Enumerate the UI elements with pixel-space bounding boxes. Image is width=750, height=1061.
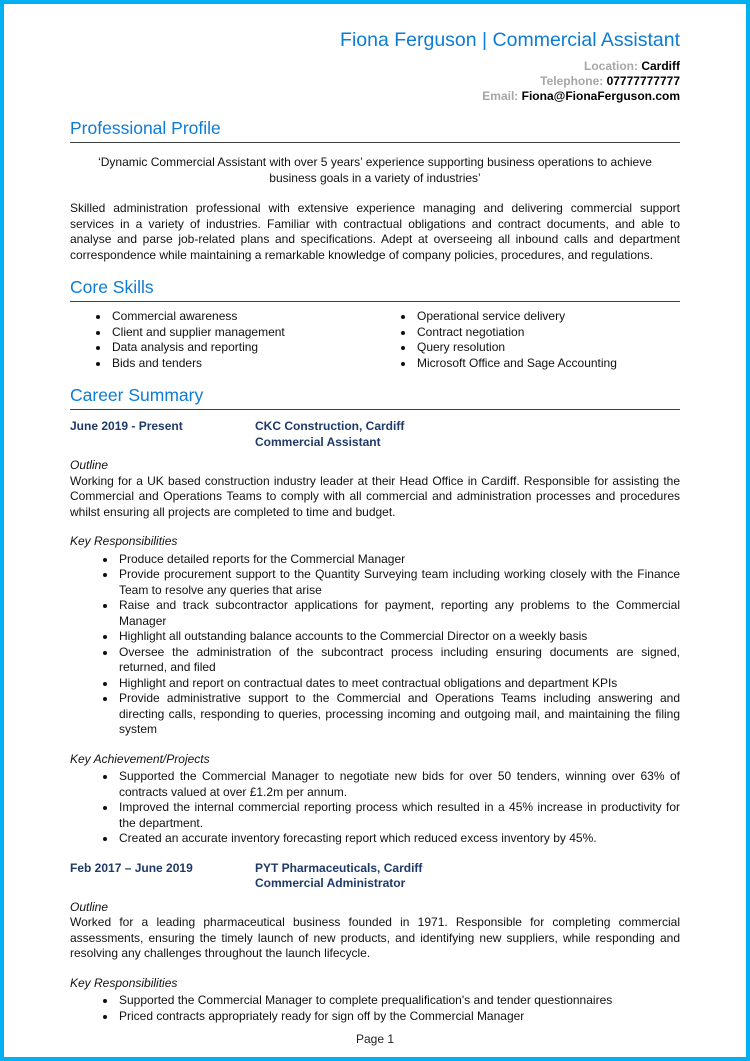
core-skills-left-list [70,309,375,371]
page-number: Page 1 [355,1032,395,1046]
page-title: Fiona Ferguson | Commercial Assistant [340,29,680,51]
contact-location-label: Location: [584,59,642,73]
list-item: • Highlight all outstanding balance accounts to the Commercial Director on a weekly basis [117,629,680,645]
list-item: • Produce detailed reports for the Commercial Manager [117,552,680,568]
outline-label: Outline [70,458,109,472]
heading-career-summary: Career Summary [70,384,680,410]
contact-telephone [70,74,680,89]
job-role: Commercial Assistant [255,434,381,449]
job-dates: Feb 2017 – June 2019 [70,860,193,875]
job-role: Commercial Administrator [255,876,406,890]
responsibilities-label: Key Responsibilities [70,534,178,548]
list-item: • Contract negotiation [415,325,680,341]
job-entry-pyt [70,861,680,1025]
list-item: • Highlight and report on contractual dates to meet contractual obligations and department KPIs [117,676,680,692]
responsibilities-list [70,993,680,1024]
list-item: • Provide administrative support to the Commercial and Operations Teams including answering and directing calls, responding to queries, processing incoming and outgoing mail, and maintaining the filing system [117,691,680,738]
responsibilities-label: Key Responsibilities [70,975,178,990]
job-entry-ckc [70,419,680,847]
list-item: • Bids and tenders [110,356,375,372]
job-company: PYT Pharmaceuticals, Cardiff [255,860,423,875]
profile-body: Skilled administration professional with extensive experience managing and delivering commercial support services in a variety of industries. Familiar with contractual obligations and contract documents, and able to analyse and parse job-related plans and specifications. Adept at overseeing all inbound calls and department correspondence while maintaining a remarkable knowledge of company policies, procedures, and regulations. [70,201,680,262]
list-item: • Commercial awareness [110,309,375,325]
job-org [255,419,404,450]
list-item: • Provide procurement support to the Quantity Surveying team including working closely with the Finance Team to resolve any queries that arise [117,567,680,598]
contact-email-label: Email: [482,89,522,103]
contact-telephone-label: Telephone: [540,74,607,88]
list-item: • Query resolution [415,340,680,356]
contact-email [70,89,680,104]
job-header [70,419,680,450]
core-skills-right-list [375,309,680,371]
contact-location-value: Cardiff [641,59,680,73]
outline-label: Outline [70,899,109,914]
outline-text: Worked for a leading pharmaceutical business founded in 1971. Responsible for completing commercial assessments, ensuring the timely launch of new products, and identifying new suppliers, while responding and resolving any challenges throughout the launch lifecycle. [70,915,680,960]
job-dates: June 2019 - Present [70,419,183,433]
list-item: • Oversee the administration of the subcontract process including ensuring documents are signed, returned, and filed [117,645,680,676]
list-item: • Supported the Commercial Manager to complete prequalification's and tender questionnaires [117,993,680,1009]
contact-email-value: Fiona@FionaFerguson.com [521,89,680,103]
list-item: • Created an accurate inventory forecasting report which reduced excess inventory by 45%. [117,831,680,847]
list-item: • Client and supplier management [110,325,375,341]
job-org [255,861,422,892]
job-header [70,861,680,892]
job-company: CKC Construction, Cardiff [255,419,405,433]
list-item: • Improved the internal commercial reporting process which resulted in a 45% increase in productivity for the department. [117,800,680,831]
list-item: • Data analysis and reporting [110,340,375,356]
responsibilities-list [70,552,680,738]
list-item: • Raise and track subcontractor applications for payment, reporting any problems to the Commercial Manager [117,598,680,629]
achievements-label: Key Achievement/Projects [70,751,210,766]
contact-block [70,59,680,104]
heading-professional-profile: Professional Profile [70,117,680,143]
contact-location [70,59,680,74]
core-skills-grid [70,309,680,371]
list-item: • Operational service delivery [415,309,680,325]
profile-quote: ‘Dynamic Commercial Assistant with over 5 years’ experience supporting business operations to achieve business goals in a variety of industries’ [98,155,652,185]
list-item: • Microsoft Office and Sage Accounting [415,356,680,372]
outline-text: Working for a UK based construction industry leader at their Head Office in Cardiff. Responsible for assisting the Commercial and Operations Teams to comply with all commercial and administration processes and procedures whilst ensuring all projects are completed to time and budget. [70,473,680,519]
achievements-list [70,769,680,847]
heading-core-skills: Core Skills [70,276,680,302]
list-item: • Supported the Commercial Manager to negotiate new bids for over 50 tenders, winning over 63% of contracts valued at over £1.2m per annum. [117,769,680,800]
cv-header [70,28,680,104]
list-item: • Priced contracts appropriately ready for sign off by the Commercial Manager [117,1009,680,1025]
contact-telephone-value: 07777777777 [606,74,680,88]
